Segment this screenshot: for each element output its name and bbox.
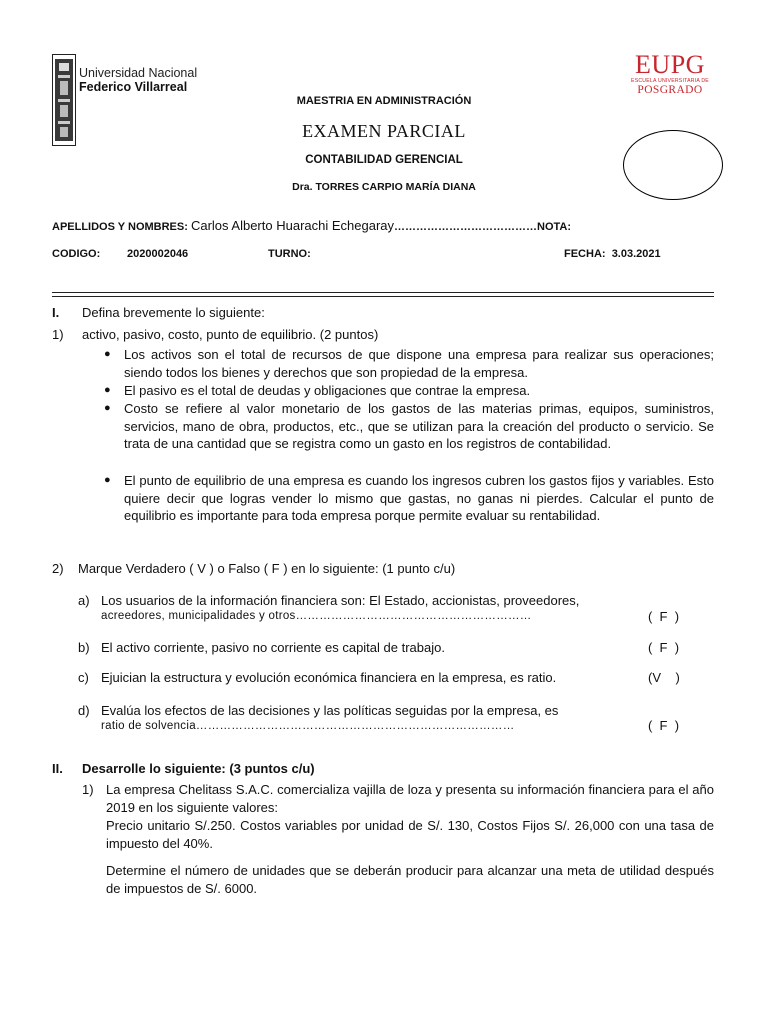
s2-q1-number: 1): [82, 782, 94, 797]
student-name: Carlos Alberto Huarachi Echegaray: [190, 218, 395, 233]
section1-numeral: I.: [52, 305, 60, 320]
item-a-line2: acreedores, municipalidades y otros……………………………………………………: [101, 610, 532, 622]
bullet-icon: ●: [104, 348, 111, 360]
item-d-answer: ( F ): [648, 718, 680, 733]
item-c-line1: Ejuician la estructura y evolución económica financiera en la empresa, es ratio.: [101, 670, 557, 685]
eupg-logo-posgrado: POSGRADO: [637, 84, 703, 96]
bullet-pasivo: El pasivo es el total de deudas y obligaciones que contrae la empresa.: [124, 383, 531, 398]
eupg-logo: [622, 52, 718, 96]
section2-title: Desarrolle lo siguiente: (3 puntos c/u): [82, 761, 315, 776]
divider-bottom: [52, 296, 714, 297]
item-a-letter: a): [78, 593, 90, 608]
course-name: CONTABILIDAD GERENCIAL: [305, 154, 463, 166]
nota-label: NOTA:: [537, 221, 572, 233]
eupg-logo-subtitle: ESCUELA UNIVERSITARIA DE: [631, 78, 709, 84]
item-b-answer: ( F ): [648, 640, 680, 655]
eupg-logo-text: EUPG: [635, 50, 705, 79]
item-c-answer: (V ): [648, 670, 680, 685]
master-program: MAESTRIA EN ADMINISTRACIÓN: [296, 95, 472, 107]
section1-title: Defina brevemente lo siguiente:: [82, 305, 265, 320]
codigo-label: CODIGO:: [52, 248, 101, 260]
name-dots: …………………………………: [394, 221, 538, 233]
bullet-icon: ●: [104, 384, 111, 396]
fecha-label: FECHA:: [564, 248, 606, 260]
university-name-line1: Universidad Nacional: [79, 66, 198, 80]
university-name-line2: Federico Villarreal: [79, 80, 188, 94]
s2-q1-paragraph2: Precio unitario S/.250. Costos variables por unidad de S/. 130, Costos Fijos S/. 26,000 con una tasa de impuesto del 40%.: [106, 818, 714, 851]
bullet-equilibrio: El punto de equilibrio de una empresa es cuando los ingresos cubren los gastos fijos y variables. Esto quiere decir que logras vender lo mismo que gastas, no ganas ni pierdes. Calcular el punto de equilibrio es importante para toda empresa porque permite evaluar su rentabilidad.: [124, 473, 714, 523]
item-b-line1: El activo corriente, pasivo no corriente es capital de trabajo.: [101, 640, 445, 655]
s2-q1-paragraph1: La empresa Chelitass S.A.C. comercializa vajilla de loza y presenta su información financiera para el año 2019 en los siguiente valores:: [106, 782, 714, 815]
grade-circle: [623, 130, 723, 200]
item-d-line2: ratio de solvencia………………………………………………………………………: [101, 720, 515, 732]
item-a-answer: ( F ): [648, 609, 680, 624]
codigo-value: 2020002046: [127, 248, 189, 260]
item-d-line1: Evalúa los efectos de las decisiones y las políticas seguidas por la empresa, es: [101, 703, 559, 718]
name-label: APELLIDOS Y NOMBRES:: [52, 221, 188, 233]
s2-q1-paragraph3: Determine el número de unidades que se deberán producir para alcanzar una meta de utilidad después de impuestos de S/. 6000.: [106, 863, 714, 896]
fecha-row: [564, 248, 661, 260]
item-d-letter: d): [78, 703, 90, 718]
turno-label: TURNO:: [268, 248, 311, 260]
bullet-icon: ●: [104, 474, 111, 486]
bullet-costo: Costo se refiere al valor monetario de los gastos de las materias primas, equipos, suministros, servicios, mano de obra, productos, etc., que se utilizan para la creación del producto o servicio. Se trata de una cantidad que se registra como un gasto en los registros de contabilidad.: [124, 401, 714, 451]
item-a-line1: Los usuarios de la información financiera son: El Estado, accionistas, proveedores,: [101, 593, 580, 608]
q2-number: 2): [52, 561, 64, 576]
q1-number: 1): [52, 327, 64, 342]
item-b-letter: b): [78, 640, 90, 655]
section2-numeral: II.: [52, 761, 63, 776]
q1-text: activo, pasivo, costo, punto de equilibrio. (2 puntos): [82, 327, 379, 342]
divider-top: [52, 292, 714, 293]
item-c-letter: c): [78, 670, 89, 685]
student-name-row: [52, 218, 571, 233]
bullet-activo: Los activos son el total de recursos de que dispone una empresa para realizar sus operaciones; siendo todos los bienes y derechos que son propiedad de la empresa.: [124, 347, 714, 380]
bullet-icon: ●: [104, 402, 111, 414]
q2-text: Marque Verdadero ( V ) o Falso ( F ) en lo siguiente: (1 punto c/u): [78, 561, 456, 576]
fecha-value: 3.03.2021: [611, 248, 661, 260]
exam-title: EXAMEN PARCIAL: [302, 121, 466, 141]
professor-name: Dra. TORRES CARPIO MARÍA DIANA: [292, 181, 476, 193]
